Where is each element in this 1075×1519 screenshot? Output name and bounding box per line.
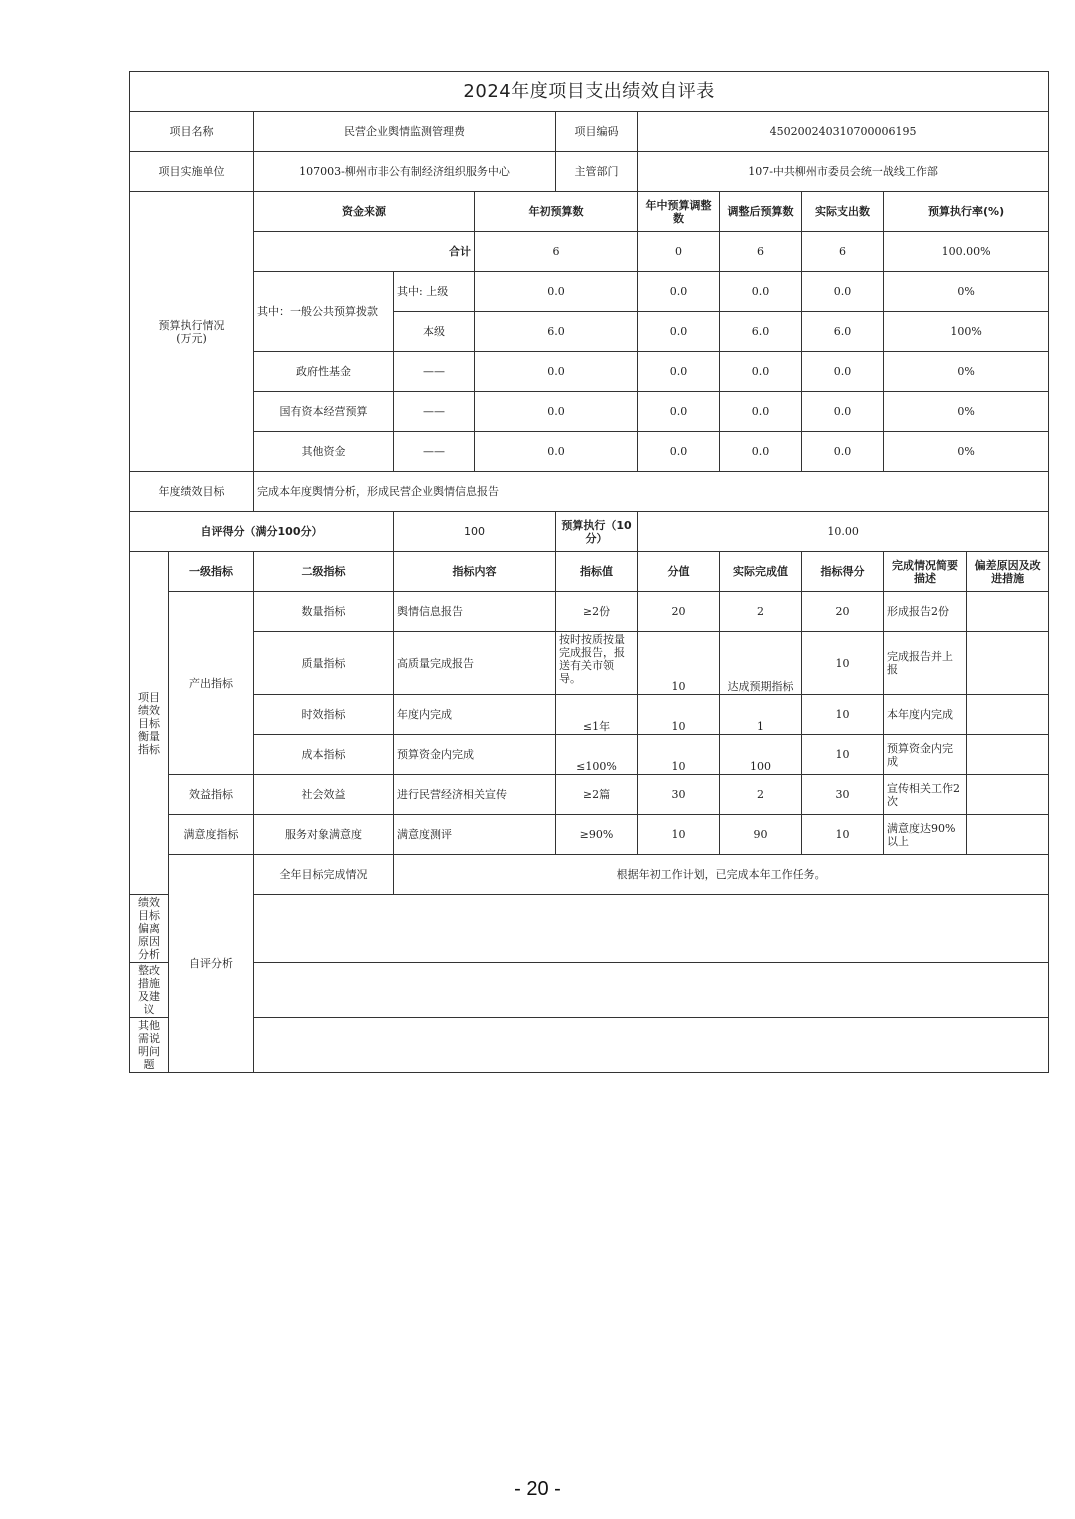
indicator-target: ≥2篇 (556, 775, 638, 815)
project-name-label: 项目名称 (130, 112, 254, 152)
budget-row-actual: 0.0 (802, 352, 884, 392)
page-title: 2024年度项目支出绩效自评表 (130, 72, 1049, 112)
indicator-actual: 2 (720, 592, 802, 632)
indicator-target: ≤100% (556, 735, 638, 775)
budget-header-actual: 实际支出数 (802, 192, 884, 232)
budget-row-adjusted: 0.0 (720, 352, 802, 392)
output-indicator-label: 产出指标 (169, 592, 254, 775)
indicator-target: ≤1年 (556, 695, 638, 735)
page-number: - 20 - (514, 1478, 561, 1500)
budget-section-label: 预算执行情况 (万元) (130, 192, 254, 472)
indicator-reason (967, 632, 1049, 695)
budget-row-actual: 6.0 (802, 312, 884, 352)
budget-total-adjusted: 6 (720, 232, 802, 272)
indicator-weight: 10 (638, 815, 720, 855)
annual-goal-label: 年度绩效目标 (130, 472, 254, 512)
budget-row-adjusted: 0.0 (720, 392, 802, 432)
budget-row-dash: —— (394, 432, 475, 472)
indicator-weight: 10 (638, 735, 720, 775)
supervising-dept-value: 107-中共柳州市委员会统一战线工作部 (638, 152, 1049, 192)
indicator-weight: 10 (638, 632, 720, 695)
self-eval-row-label: 其他需说明问题 (130, 1018, 169, 1073)
indicator-level2: 时效指标 (254, 695, 394, 735)
budget-row-initial: 0.0 (475, 432, 638, 472)
self-score-label: 自评得分（满分100分） (130, 512, 394, 552)
budget-row-label: 本级 (394, 312, 475, 352)
self-eval-row-label: 整改措施及建议 (130, 963, 169, 1018)
budget-exec-score-label: 预算执行（10分） (556, 512, 638, 552)
indicator-desc: 满意度达90%以上 (884, 815, 967, 855)
self-eval-row-value: 根据年初工作计划，已完成本年工作任务。 (394, 855, 1049, 895)
self-eval-row-value (254, 963, 1049, 1018)
indicator-score: 20 (802, 592, 884, 632)
indicator-score: 10 (802, 632, 884, 695)
budget-row-adjustment: 0.0 (638, 272, 720, 312)
indicator-score: 10 (802, 695, 884, 735)
budget-row-adjustment: 0.0 (638, 392, 720, 432)
annual-goal-value: 完成本年度舆情分析，形成民营企业舆情信息报告 (254, 472, 1049, 512)
indicator-level2: 服务对象满意度 (254, 815, 394, 855)
budget-row-rate: 100% (884, 312, 1049, 352)
self-eval-section-label: 自评分析 (169, 855, 254, 1073)
indicator-score: 10 (802, 735, 884, 775)
budget-row-actual: 0.0 (802, 392, 884, 432)
indicator-level1: 效益指标 (169, 775, 254, 815)
budget-header-adjusted: 调整后预算数 (720, 192, 802, 232)
budget-header-adjustment: 年中预算调整数 (638, 192, 720, 232)
performance-table (129, 71, 1049, 1073)
budget-total-initial: 6 (475, 232, 638, 272)
indicator-level1: 满意度指标 (169, 815, 254, 855)
indicator-reason (967, 735, 1049, 775)
budget-row-actual: 0.0 (802, 272, 884, 312)
budget-row-label: 其中: 上级 (394, 272, 475, 312)
indicator-actual: 1 (720, 695, 802, 735)
indicator-content: 预算资金内完成 (394, 735, 556, 775)
indicator-reason (967, 695, 1049, 735)
budget-exec-score-value: 10.00 (638, 512, 1049, 552)
budget-row-dash: —— (394, 352, 475, 392)
indicator-actual: 达成预期指标 (720, 632, 802, 695)
indicator-header-reason: 偏差原因及改进措施 (967, 552, 1049, 592)
indicator-desc: 本年度内完成 (884, 695, 967, 735)
indicator-content: 进行民营经济相关宣传 (394, 775, 556, 815)
indicator-target: ≥2份 (556, 592, 638, 632)
indicator-content: 满意度测评 (394, 815, 556, 855)
indicator-weight: 30 (638, 775, 720, 815)
self-score-value: 100 (394, 512, 556, 552)
implementing-unit-value: 107003-柳州市非公有制经济组织服务中心 (254, 152, 556, 192)
indicator-score: 10 (802, 815, 884, 855)
budget-header-initial: 年初预算数 (475, 192, 638, 232)
budget-row-initial: 0.0 (475, 352, 638, 392)
budget-row-label: 政府性基金 (254, 352, 394, 392)
budget-row-rate: 0% (884, 352, 1049, 392)
indicator-header-score: 指标得分 (802, 552, 884, 592)
supervising-dept-label: 主管部门 (556, 152, 638, 192)
budget-row-rate: 0% (884, 432, 1049, 472)
budget-total-label: 合计 (254, 232, 475, 272)
budget-row-adjusted: 6.0 (720, 312, 802, 352)
budget-row-initial: 0.0 (475, 392, 638, 432)
indicator-header-actual: 实际完成值 (720, 552, 802, 592)
self-eval-row-label: 全年目标完成情况 (254, 855, 394, 895)
implementing-unit-label: 项目实施单位 (130, 152, 254, 192)
indicator-level2: 质量指标 (254, 632, 394, 695)
indicator-desc: 预算资金内完成 (884, 735, 967, 775)
indicator-weight: 10 (638, 695, 720, 735)
indicator-header-target: 指标值 (556, 552, 638, 592)
indicator-header-weight: 分值 (638, 552, 720, 592)
indicator-header-content: 指标内容 (394, 552, 556, 592)
indicator-level2: 成本指标 (254, 735, 394, 775)
budget-row-adjusted: 0.0 (720, 272, 802, 312)
budget-header-source: 资金来源 (254, 192, 475, 232)
project-code-label: 项目编码 (556, 112, 638, 152)
budget-row-initial: 6.0 (475, 312, 638, 352)
self-eval-row-value (254, 895, 1049, 963)
project-name-value: 民营企业舆情监测管理费 (254, 112, 556, 152)
indicator-actual: 100 (720, 735, 802, 775)
budget-total-actual: 6 (802, 232, 884, 272)
budget-row-initial: 0.0 (475, 272, 638, 312)
budget-row-adjustment: 0.0 (638, 432, 720, 472)
budget-row-adjusted: 0.0 (720, 432, 802, 472)
indicator-reason (967, 815, 1049, 855)
budget-total-rate: 100.00% (884, 232, 1049, 272)
budget-row-adjustment: 0.0 (638, 352, 720, 392)
indicator-level2: 社会效益 (254, 775, 394, 815)
indicator-desc: 形成报告2份 (884, 592, 967, 632)
indicator-score: 30 (802, 775, 884, 815)
indicator-desc: 完成报告并上报 (884, 632, 967, 695)
indicator-level2: 数量指标 (254, 592, 394, 632)
budget-row-actual: 0.0 (802, 432, 884, 472)
general-budget-label: 其中：一般公共预算拨款 (254, 272, 394, 352)
indicator-content: 高质量完成报告 (394, 632, 556, 695)
budget-row-rate: 0% (884, 392, 1049, 432)
self-eval-row-value (254, 1018, 1049, 1073)
budget-row-label: 其他资金 (254, 432, 394, 472)
budget-row-rate: 0% (884, 272, 1049, 312)
indicator-header-desc: 完成情况简要描述 (884, 552, 967, 592)
budget-row-adjustment: 0.0 (638, 312, 720, 352)
self-eval-row-label: 绩效目标偏离原因分析 (130, 895, 169, 963)
indicator-desc: 宣传相关工作2次 (884, 775, 967, 815)
indicator-section-label: 项目绩效目标衡量指标 (130, 552, 169, 895)
budget-row-dash: —— (394, 392, 475, 432)
indicator-actual: 90 (720, 815, 802, 855)
budget-header-rate: 预算执行率(%) (884, 192, 1049, 232)
project-code-value: 450200240310700006195 (638, 112, 1049, 152)
indicator-reason (967, 592, 1049, 632)
budget-total-adjustment: 0 (638, 232, 720, 272)
indicator-target: ≥90% (556, 815, 638, 855)
indicator-target: 按时按质按量完成报告，报送有关市领导。 (556, 632, 638, 695)
indicator-reason (967, 775, 1049, 815)
budget-row-label: 国有资本经营预算 (254, 392, 394, 432)
indicator-actual: 2 (720, 775, 802, 815)
indicator-content: 舆情信息报告 (394, 592, 556, 632)
indicator-header-level2: 二级指标 (254, 552, 394, 592)
indicator-weight: 20 (638, 592, 720, 632)
indicator-header-level1: 一级指标 (169, 552, 254, 592)
indicator-content: 年度内完成 (394, 695, 556, 735)
